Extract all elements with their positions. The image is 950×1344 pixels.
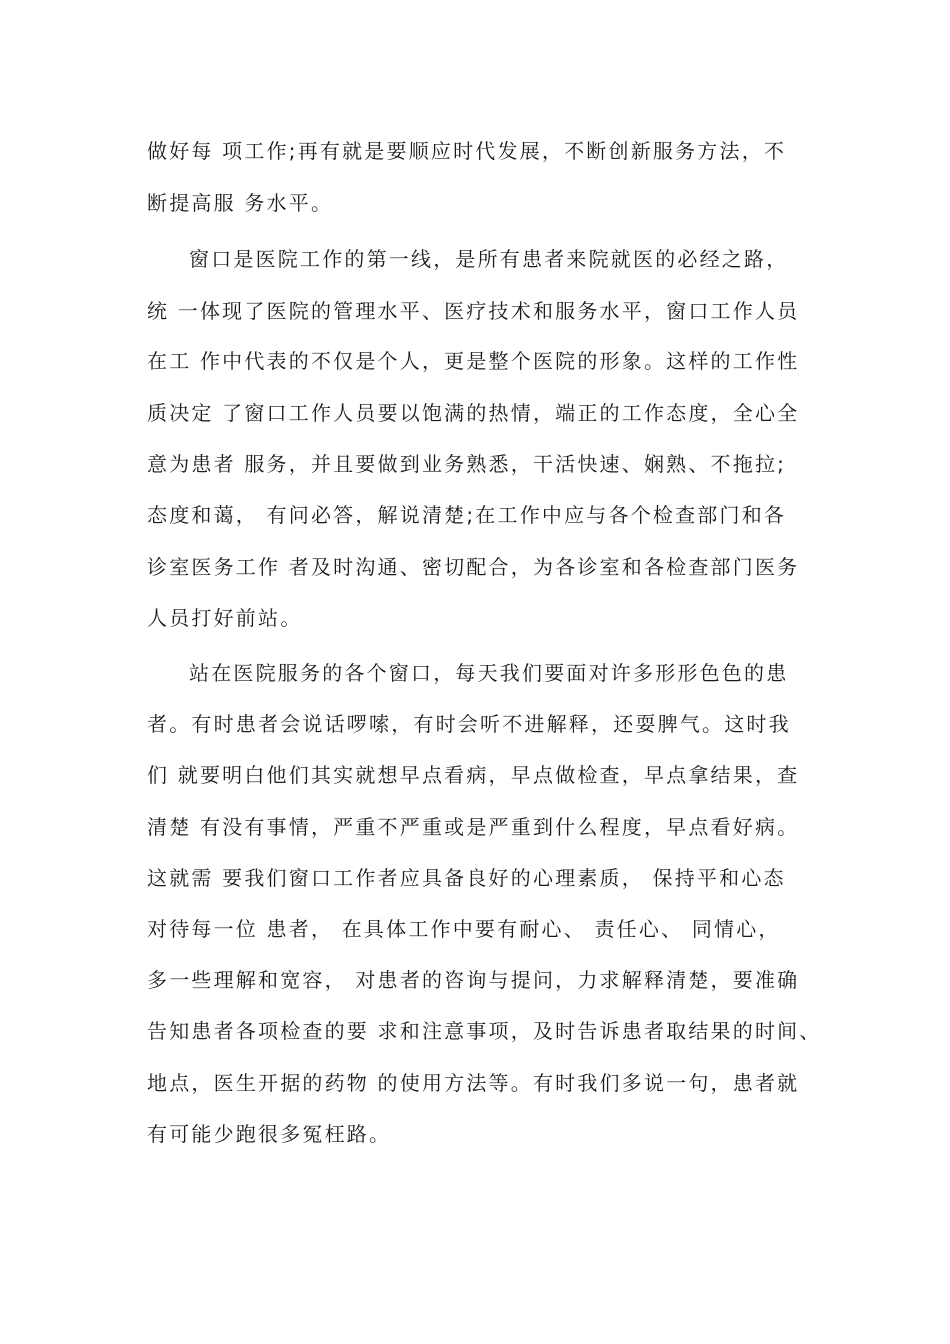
paragraph-3-line-3: 们 就要明白他们其实就想早点看病，早点做检查，早点拿结果，查 xyxy=(147,763,800,787)
paragraph-3-line-1: 站在医院服务的各个窗口，每天我们要面对许多形形色色的患 xyxy=(189,661,789,685)
paragraph-2-line-6: 态度和蔼， 有问必答，解说清楚;在工作中应与各个检查部门和各 xyxy=(147,503,787,527)
paragraph-2-line-2: 统 一体现了医院的管理水平、医疗技术和服务水平，窗口工作人员 xyxy=(147,299,800,323)
paragraph-2-line-4: 质决定 了窗口工作人员要以饱满的热情，端正的工作态度，全心全 xyxy=(147,401,800,425)
paragraph-1-line-2: 断提高服 务水平。 xyxy=(147,191,334,215)
paragraph-1-line-1: 做好每 项工作;再有就是要顺应时代发展，不断创新服务方法，不 xyxy=(147,139,787,163)
paragraph-3-line-9: 地点，医生开据的药物 的使用方法等。有时我们多说一句，患者就 xyxy=(147,1071,800,1095)
paragraph-3-line-10: 有可能少跑很多冤枉路。 xyxy=(147,1122,392,1146)
paragraph-3-line-6: 对待每一位 患者， 在具体工作中要有耐心、 责任心、 同情心， xyxy=(147,917,781,941)
paragraph-2-line-7: 诊室医务工作 者及时沟通、密切配合，为各诊室和各检查部门医务 xyxy=(147,555,800,579)
paragraph-3-line-8: 告知患者各项检查的要 求和注意事项，及时告诉患者取结果的时间、 xyxy=(147,1019,822,1043)
paragraph-3-line-4: 清楚 有没有事情，严重不严重或是严重到什么程度，早点看好病。 xyxy=(147,815,800,839)
paragraph-3-line-2: 者。有时患者会说话啰嗦，有时会听不进解释，还耍脾气。这时我 xyxy=(147,712,791,736)
paragraph-3-line-7: 多一些理解和宽容， 对患者的咨询与提问，力求解释清楚，要准确 xyxy=(147,968,800,992)
paragraph-3-line-5: 这就需 要我们窗口工作者应具备良好的心理素质， 保持平和心态 xyxy=(147,866,786,890)
paragraph-2-line-8: 人员打好前站。 xyxy=(147,606,303,630)
paragraph-2-line-1: 窗口是医院工作的第一线，是所有患者来院就医的必经之路， xyxy=(189,247,789,271)
paragraph-2-line-5: 意为患者 服务，并且要做到业务熟悉，干活快速、娴熟、不拖拉; xyxy=(147,452,787,476)
paragraph-2-line-3: 在工 作中代表的不仅是个人，更是整个医院的形象。这样的工作性 xyxy=(147,349,800,373)
